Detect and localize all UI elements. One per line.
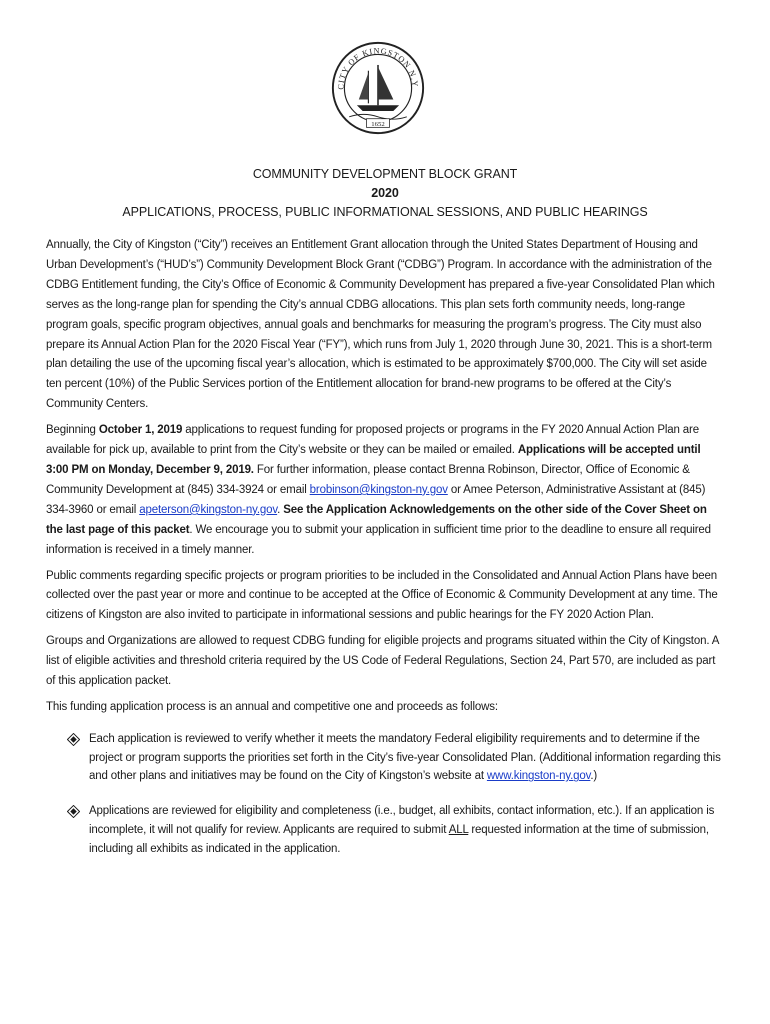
heading-subtitle: APPLICATIONS, PROCESS, PUBLIC INFORMATIONAL SESSIONS, AND PUBLIC HEARINGS bbox=[122, 205, 648, 219]
email-link-apeterson[interactable]: apeterson@kingston-ny.gov bbox=[139, 503, 278, 516]
text: Each application is reviewed to verify whether it meets the mandatory Federal eligibility requirements and to determine if the project or program supports the priorities set forth in the City’s five-year Consolidated Plan. (Additional information regarding this and other plans and initiatives may be found on the City of Kingston’s website at bbox=[89, 732, 721, 783]
text: applications to request funding for proposed projects or programs in the FY 2020 Annual Action Plan are available for pick up, available to print from the City’s website or they can be mailed or emailed. bbox=[46, 424, 699, 457]
text: requested information at the time of submission, including all exhibits as indicated in the application. bbox=[89, 824, 709, 855]
seal-text: CITY OF KINGSTON N.Y bbox=[336, 46, 420, 90]
paragraph-applications bbox=[46, 421, 722, 560]
emphasis-all: ALL bbox=[448, 824, 469, 837]
text: Applications are reviewed for eligibility and completeness (i.e., budget, all exhibits, contact information, etc.). If an application is incomplete, it will not qualify for review. Applicants are required to submit bbox=[89, 805, 715, 837]
email-link-brobinson[interactable]: brobinson@kingston-ny.gov bbox=[309, 483, 448, 496]
heading-year: 2020 bbox=[371, 186, 399, 200]
paragraph-process-intro: This funding application process is an annual and competitive one and proceeds as follows: bbox=[46, 700, 498, 713]
paragraph-eligibility: Groups and Organizations are allowed to request CDBG funding for eligible projects and programs situated within the City of Kingston. A list of eligible activities and threshold criteria required by the US Code of Federal Regulations, Section 24, Part 570, are included as part of this application packet. bbox=[46, 635, 719, 688]
start-date: October 1, 2019 bbox=[98, 424, 183, 437]
seal-year: 1652 bbox=[371, 120, 385, 128]
text: . bbox=[277, 503, 284, 516]
paragraph-public-comments: Public comments regarding specific projects or program priorities to be included in the Consolidated and Annual Action Plans have been collected over the past year or more and continue to be accepted at the Office of Economic & Community Development at any time. The citizens of Kingston are also invited to participate in informational sessions and public hearings for the FY 2020 Action Plan. bbox=[46, 569, 718, 622]
text: For further information, please contact Brenna Robinson, Director, Office of Economic & Community Development at (845) 334-3924 or email bbox=[46, 463, 690, 496]
acknowledgements-note: See the Application Acknowledgements on the other side of the Cover Sheet on the last page of this packet bbox=[46, 503, 707, 536]
diamond-bullet-icon bbox=[67, 733, 80, 746]
diamond-bullet-icon bbox=[67, 805, 80, 818]
city-seal-icon bbox=[330, 40, 426, 136]
list-item bbox=[46, 802, 722, 858]
paragraph-entitlement: Annually, the City of Kingston (“City”) receives an Entitlement Grant allocation through the United States Department of Housing and Urban Development’s (“HUD’s”) Community Development Block Grant (“CDBG”) Program. In accordance with the administration of the CDBG Entitlement funding, the City’s Office of Economic & Community Development has prepared a five-year Consolidated Plan which serves as the long-range plan for spending the City’s annual CDBG allocations. This plan sets forth community needs, long-range program goals, specific program objectives, annual goals and benchmarks for measuring the program’s progress. The City must also prepare its Annual Action Plan for the 2020 Fiscal Year (“FY”), which runs from July 1, 2020 through June 30, 2021. This is a short-term plan detailing the use of the upcoming fiscal year’s allocation, which is estimated to be approximately $700,000. The City will set aside ten percent (10%) of the Public Services portion of the Entitlement allocation for brand-new programs to be offered at the City’s Community Centers. bbox=[46, 239, 715, 411]
deadline: Applications will be accepted until 3:00 PM on Monday, December 9, 2019. bbox=[46, 444, 701, 476]
text: . We encourage you to submit your application in sufficient time prior to the deadline to ensure all required information is received in a timely manner. bbox=[46, 523, 711, 556]
process-list bbox=[46, 730, 722, 859]
website-link[interactable]: www.kingston-ny.gov bbox=[486, 770, 591, 783]
document-body bbox=[46, 236, 722, 875]
text: Beginning bbox=[46, 424, 99, 437]
document-heading bbox=[0, 165, 770, 222]
text: or Amee Peterson, Administrative Assistant at (845) 334-3960 or email bbox=[46, 483, 706, 516]
list-item bbox=[46, 730, 722, 786]
heading-program-title: COMMUNITY DEVELOPMENT BLOCK GRANT bbox=[252, 167, 518, 181]
text: .) bbox=[590, 770, 598, 783]
